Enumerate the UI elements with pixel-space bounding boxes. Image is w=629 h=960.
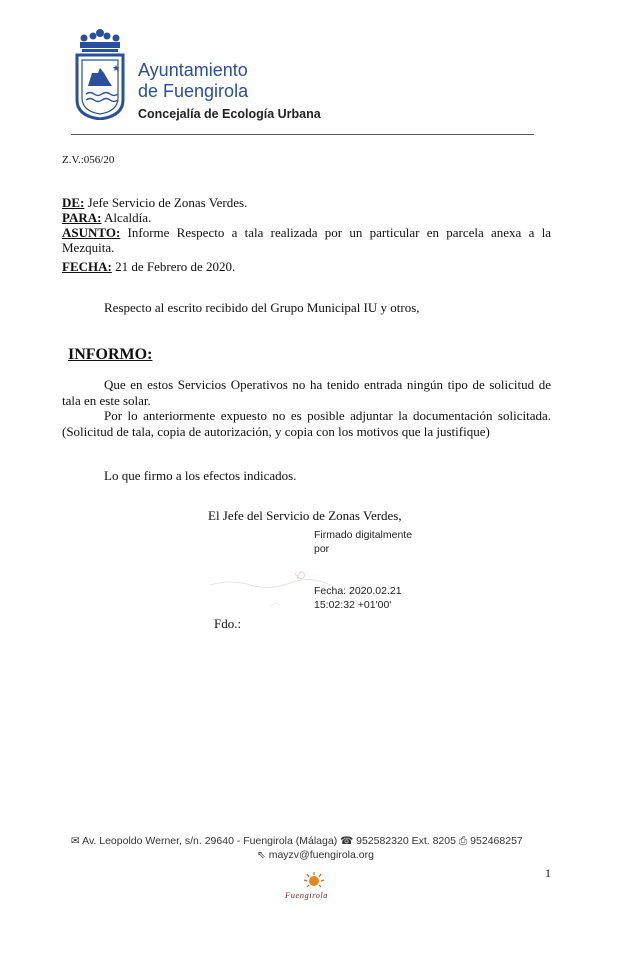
body-paragraph: Por lo anteriormente expuesto no es posible adjuntar la documentación solicitada. (Solicitud de tala, copia de autorización, y copia con los motivos que la justifique)	[62, 408, 551, 439]
field-asunto-value: Informe Respecto a tala realizada por un particular en parcela anexa a la Mezquita.	[62, 225, 551, 255]
digital-signature-info	[314, 529, 412, 556]
body-paragraph: Que en estos Servicios Operativos no ha tenido entrada ningún tipo de solicitud de tala en este solar.	[62, 377, 551, 408]
page-number: 1	[545, 866, 551, 880]
field-asunto-label: ASUNTO:	[62, 225, 121, 240]
org-name-line1: Ayuntamiento	[138, 60, 248, 80]
reference-number: Z.V.:056/20	[62, 154, 115, 166]
footer-contact-line: ✉ Av. Leopoldo Werner, s/n. 29640 - Fuengirola (Málaga) ☎ 952582320 Ext. 8205 ⎙ 952468257	[71, 835, 523, 847]
section-heading: INFORMO:	[68, 346, 153, 363]
footer-email-line: ⇖ mayzv@fuengirola.org	[257, 849, 374, 861]
department-name: Concejalía de Ecología Urbana	[138, 107, 321, 121]
signature-date-line1: Fecha: 2020.02.21	[314, 585, 402, 597]
signature-line2: por	[314, 542, 330, 555]
signed-by-label: Fdo.:	[214, 616, 242, 631]
header-divider	[71, 134, 534, 135]
intro-text: Respecto al escrito recibido del Grupo Municipal IU y otros,	[104, 300, 420, 315]
field-asunto	[62, 225, 551, 255]
coat-of-arms-icon	[74, 28, 126, 120]
org-name-line2: de Fuengirola	[138, 81, 249, 101]
field-de	[62, 195, 247, 211]
svg-text:★: ★	[112, 64, 121, 74]
field-de-value: Jefe Servicio de Zonas Verdes.	[84, 195, 248, 210]
signer-title: El Jefe del Servicio de Zonas Verdes,	[208, 508, 402, 523]
digital-signature-date	[314, 585, 402, 612]
field-fecha	[62, 259, 235, 275]
field-fecha-label: FECHA:	[62, 259, 112, 274]
field-fecha-value: 21 de Febrero de 2020.	[111, 259, 236, 274]
signature-date-line2: 15:02:32 +01'00'	[314, 598, 392, 611]
signature-line1: Firmado digitalmente	[314, 529, 413, 541]
field-de-label: DE:	[62, 195, 85, 210]
field-para-value: Alcaldía.	[101, 210, 152, 225]
closing-text: Lo que firmo a los efectos indicados.	[104, 468, 297, 483]
field-para	[62, 210, 151, 226]
footer-logo-text: Fuengirola	[285, 890, 328, 900]
field-para-label: PARA:	[62, 210, 102, 225]
